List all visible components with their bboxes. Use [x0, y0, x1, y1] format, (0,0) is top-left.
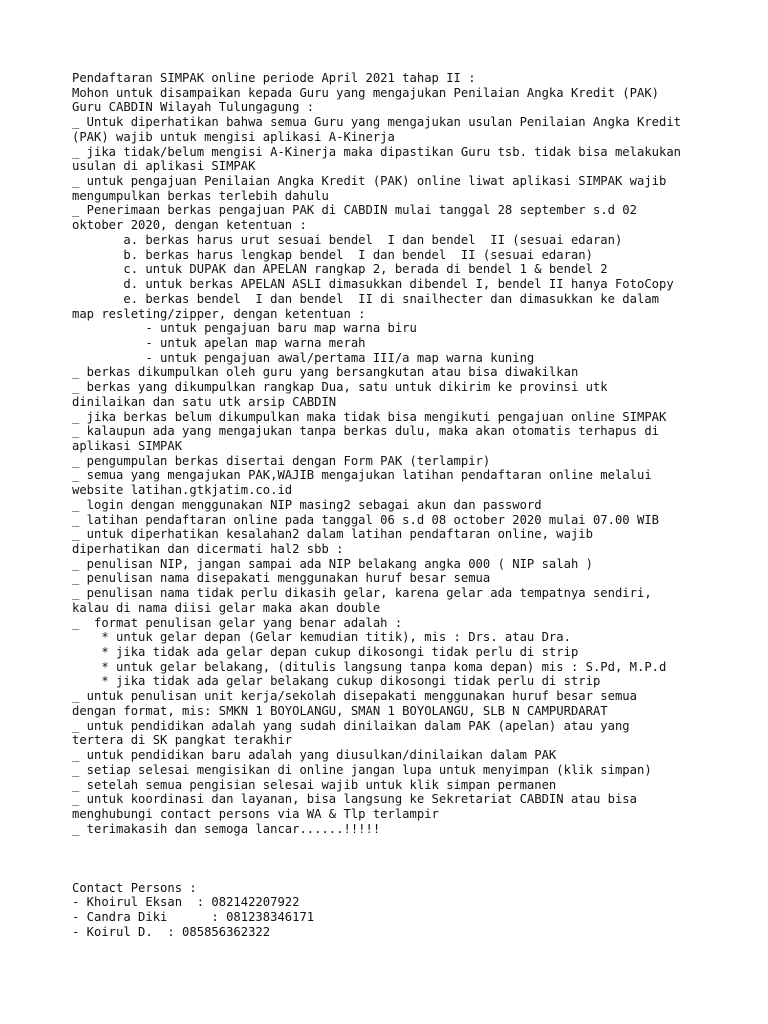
text-line-21: _ berkas dikumpulkan oleh guru yang bersangkutan atau bisa diwakilkan: [72, 365, 579, 380]
text-line-44: dengan format, mis: SMKN 1 BOYOLANGU, SMAN 1 BOYOLANGU, SLB N CAMPURDARAT: [72, 703, 608, 718]
text-line-7: usulan di aplikasi SIMPAK: [72, 159, 256, 174]
text-line-17: map resleting/zipper, dengan ketentuan :: [72, 306, 366, 321]
text-line-39: * untuk gelar depan (Gelar kemudian titik), mis : Drs. atau Dra.: [72, 630, 571, 645]
text-line-48: _ setiap selesai mengisikan di online jangan lupa untuk menyimpan (klik simpan): [72, 762, 652, 777]
text-line-10: _ Penerimaan berkas pengajuan PAK di CABDIN mulai tanggal 28 september s.d 02: [72, 203, 637, 218]
text-line-5: (PAK) wajib untuk mengisi aplikasi A-Kinerja: [72, 129, 395, 144]
text-line-16: e. berkas bendel I dan bendel II di snailhecter dan dimasukkan ke dalam: [72, 291, 659, 306]
text-line-24: _ jika berkas belum dikumpulkan maka tidak bisa mengikuti pengajuan online SIMPAK: [72, 409, 667, 424]
text-line-45: _ untuk pendidikan adalah yang sudah dinilaikan dalam PAK (apelan) atau yang: [72, 718, 630, 733]
text-line-15: d. untuk berkas APELAN ASLI dimasukkan dibendel I, bendel II hanya FotoCopy: [72, 277, 674, 292]
text-line-25: _ kalaupun ada yang mengajukan tanpa berkas dulu, maka akan otomatis terhapus di: [72, 424, 659, 439]
text-line-31: _ latihan pendaftaran online pada tanggal 06 s.d 08 october 2020 mulai 07.00 WIB: [72, 512, 659, 527]
text-line-40: * jika tidak ada gelar depan cukup dikosongi tidak perlu di strip: [72, 645, 579, 660]
text-line-9: mengumpulkan berkas terlebih dahulu: [72, 188, 329, 203]
document-body: [72, 71, 722, 939]
text-line-20: - untuk pengajuan awal/pertama III/a map warna kuning: [72, 350, 535, 365]
contact-line-2: - Khoirul Eksan : 082142207922: [72, 895, 300, 910]
text-line-28: _ semua yang mengajukan PAK,WAJIB mengajukan latihan pendaftaran online melalui: [72, 468, 652, 483]
text-line-3: Guru CABDIN Wilayah Tulungagung :: [72, 100, 315, 115]
text-line-43: _ untuk penulisan unit kerja/sekolah disepakati menggunakan huruf besar semua: [72, 689, 637, 704]
text-line-52: _ terimakasih dan semoga lancar......!!!!!: [72, 821, 381, 836]
text-line-37: kalau di nama diisi gelar maka akan double: [72, 600, 381, 615]
text-line-23: dinilaikan dan satu utk arsip CABDIN: [72, 394, 337, 409]
contact-line-1: Contact Persons :: [72, 880, 197, 895]
text-line-47: _ untuk pendidikan baru adalah yang diusulkan/dinilaikan dalam PAK: [72, 748, 557, 763]
text-line-6: _ jika tidak/belum mengisi A-Kinerja maka dipastikan Guru tsb. tidak bisa melakukan: [72, 144, 682, 159]
text-line-29: website latihan.gtkjatim.co.id: [72, 483, 293, 498]
text-line-49: _ setelah semua pengisian selesai wajib untuk klik simpan permanen: [72, 777, 557, 792]
text-line-22: _ berkas yang dikumpulkan rangkap Dua, satu untuk dikirim ke provinsi utk: [72, 380, 608, 395]
text-line-19: - untuk apelan map warna merah: [72, 335, 366, 350]
text-line-36: _ penulisan nama tidak perlu dikasih gelar, karena gelar ada tempatnya sendiri,: [72, 586, 652, 601]
text-line-50: _ untuk koordinasi dan layanan, bisa langsung ke Sekretariat CABDIN atau bisa: [72, 792, 637, 807]
contact-line-4: - Koirul D. : 085856362322: [72, 924, 271, 939]
announcement-text: [72, 71, 722, 836]
text-line-46: tertera di SK pangkat terakhir: [72, 733, 293, 748]
text-line-11: oktober 2020, dengan ketentuan :: [72, 218, 307, 233]
text-line-27: _ pengumpulan berkas disertai dengan Form PAK (terlampir): [72, 453, 491, 468]
text-line-42: * jika tidak ada gelar belakang cukup dikosongi tidak perlu di strip: [72, 674, 601, 689]
text-line-32: _ untuk diperhatikan kesalahan2 dalam latihan pendaftaran online, wajib: [72, 527, 593, 542]
contact-line-3: - Candra Diki : 081238346171: [72, 910, 315, 924]
text-line-8: _ untuk pengajuan Penilaian Angka Kredit (PAK) online liwat aplikasi SIMPAK wajib: [72, 174, 667, 189]
text-line-12: a. berkas harus urut sesuai bendel I dan bendel II (sesuai edaran): [72, 232, 623, 247]
section-gap: [72, 836, 722, 880]
text-line-4: _ Untuk diperhatikan bahwa semua Guru yang mengajukan usulan Penilaian Angka Kredit: [72, 115, 682, 130]
text-line-13: b. berkas harus lengkap bendel I dan bendel II (sesuai edaran): [72, 247, 593, 262]
text-line-30: _ login dengan menggunakan NIP masing2 sebagai akun dan password: [72, 497, 542, 512]
text-line-18: - untuk pengajuan baru map warna biru: [72, 321, 417, 336]
text-line-35: _ penulisan nama disepakati menggunakan huruf besar semua: [72, 571, 491, 586]
text-line-41: * untuk gelar belakang, (ditulis langsung tanpa koma depan) mis : S.Pd, M.P.d: [72, 659, 667, 674]
text-line-1: Pendaftaran SIMPAK online periode April 2021 tahap II :: [72, 71, 476, 85]
text-line-51: menghubungi contact persons via WA & Tlp terlampir: [72, 806, 439, 821]
text-line-38: _ format penulisan gelar yang benar adalah :: [72, 615, 403, 630]
text-line-34: _ penulisan NIP, jangan sampai ada NIP belakang angka 000 ( NIP salah ): [72, 556, 593, 571]
text-line-33: diperhatikan dan dicermati hal2 sbb :: [72, 542, 344, 556]
text-line-2: Mohon untuk disampaikan kepada Guru yang mengajukan Penilaian Angka Kredit (PAK): [72, 85, 659, 100]
contact-persons: [72, 881, 722, 940]
text-line-26: aplikasi SIMPAK: [72, 438, 183, 453]
text-line-14: c. untuk DUPAK dan APELAN rangkap 2, berada di bendel 1 & bendel 2: [72, 262, 608, 277]
